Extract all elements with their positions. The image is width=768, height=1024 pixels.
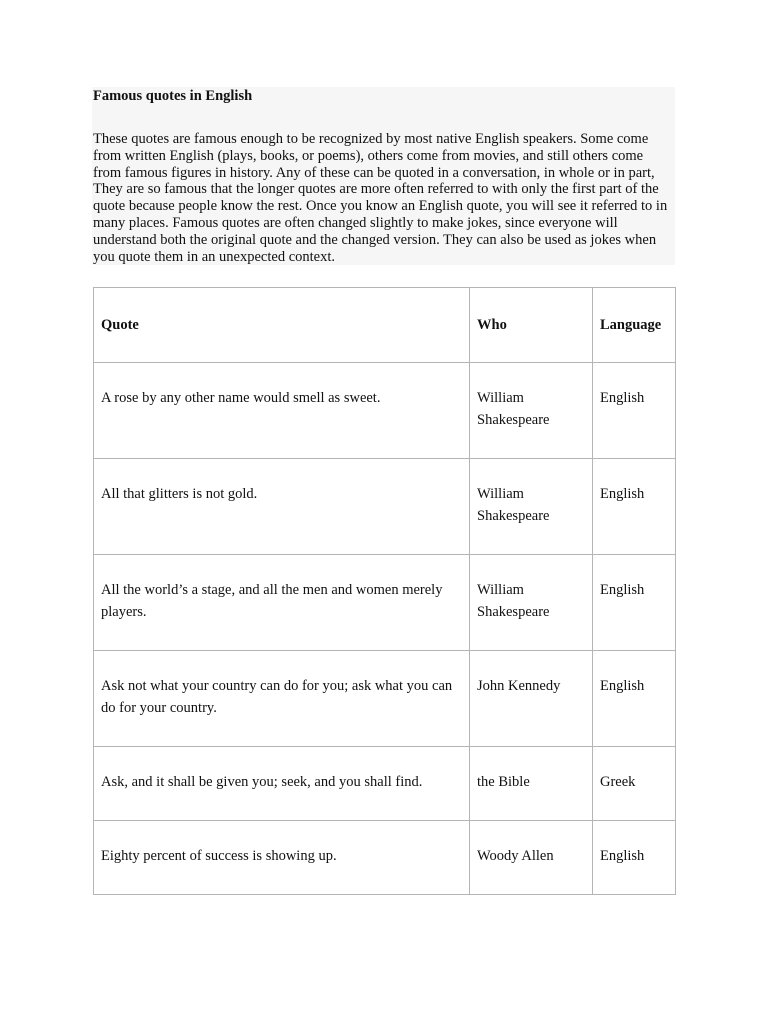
table-row — [94, 459, 676, 555]
who-text: William Shakespeare — [477, 486, 550, 524]
who-cell — [470, 821, 593, 895]
quote-cell — [94, 651, 470, 747]
table-header-row — [94, 288, 676, 363]
quote-cell — [94, 363, 470, 459]
who-cell — [470, 363, 593, 459]
language-text: English — [600, 678, 645, 694]
language-cell — [593, 821, 676, 895]
quote-cell — [94, 555, 470, 651]
language-text: English — [600, 486, 645, 502]
intro-section — [92, 87, 675, 265]
language-cell — [593, 651, 676, 747]
quote-cell — [94, 459, 470, 555]
who-text: John Kennedy — [477, 678, 561, 694]
header-language: Language — [593, 288, 676, 363]
language-cell — [593, 747, 676, 821]
who-text: Woody Allen — [477, 848, 554, 864]
quote-cell — [94, 821, 470, 895]
language-cell — [593, 363, 676, 459]
language-text: English — [600, 390, 645, 406]
who-text: the Bible — [477, 774, 530, 790]
who-text: William Shakespeare — [477, 390, 550, 428]
language-cell — [593, 459, 676, 555]
language-text: Greek — [600, 774, 636, 790]
quote-text: Ask not what your country can do for you; ask what you can do for your country. — [101, 678, 453, 716]
table-row — [94, 555, 676, 651]
table-row — [94, 651, 676, 747]
quote-text: All that glitters is not gold. — [101, 486, 258, 502]
quote-text: Ask, and it shall be given you; seek, and you shall find. — [101, 774, 423, 790]
table-row — [94, 747, 676, 821]
quote-cell — [94, 747, 470, 821]
quote-text: All the world’s a stage, and all the men and women merely players. — [101, 582, 443, 620]
intro-paragraph: These quotes are famous enough to be recognized by most native English speakers. Some come from written English (plays, books, or poems), others come from movies, and still others come from famous figures in history. Any of these can be quoted in a conversation, in whole or in part, They are so famous that the longer quotes are more often referred to with only the first part of the quote because people know the rest. Once you know an English quote, you will see it referred to in many places. Famous quotes are often changed slightly to make jokes, since everyone will understand both the original quote and the changed version. They can also be used as jokes when you quote them in an unexpected context. — [93, 131, 668, 265]
language-cell — [593, 555, 676, 651]
table-row — [94, 821, 676, 895]
who-cell — [470, 651, 593, 747]
who-cell — [470, 747, 593, 821]
language-text: English — [600, 848, 645, 864]
quotes-table — [93, 287, 676, 895]
quote-text: A rose by any other name would smell as sweet. — [101, 390, 381, 406]
language-text: English — [600, 582, 645, 598]
who-cell — [470, 459, 593, 555]
quote-text: Eighty percent of success is showing up. — [101, 848, 337, 864]
who-cell — [470, 555, 593, 651]
document-title: Famous quotes in English — [93, 88, 253, 104]
header-who: Who — [470, 288, 593, 363]
who-text: William Shakespeare — [477, 582, 550, 620]
header-quote: Quote — [94, 288, 470, 363]
table-row — [94, 363, 676, 459]
